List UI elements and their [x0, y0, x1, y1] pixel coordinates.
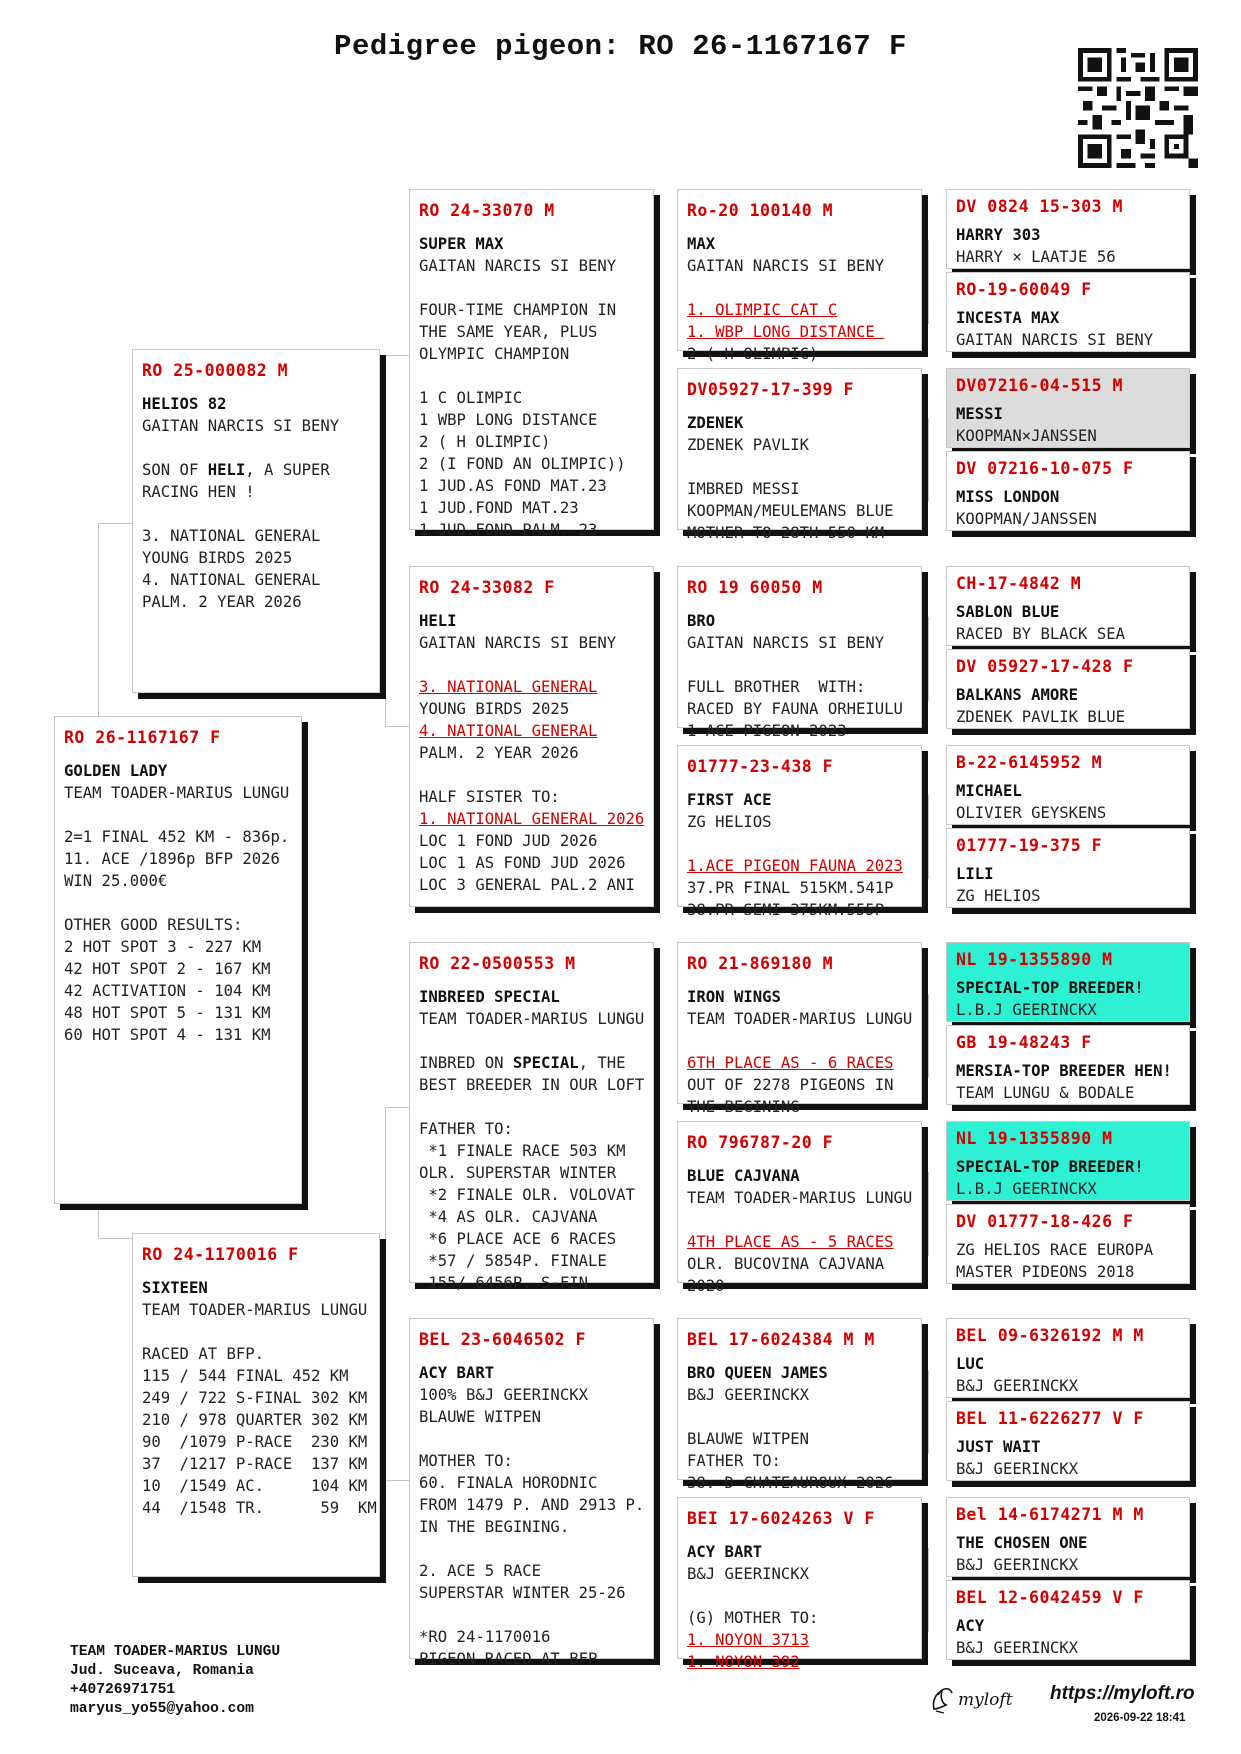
pigeon-owner: OLIVIER GEYSKENS	[956, 804, 1107, 822]
ring-number: BEL 11-6226277 V F	[956, 1409, 1144, 1428]
ring-number: DV05927-17-399 F	[687, 380, 854, 399]
svg-text:myloft: myloft	[958, 1690, 1013, 1710]
pigeon-name: MESSI	[956, 405, 1003, 423]
ring-number: Ro-20 100140 M	[687, 201, 834, 220]
pigeon-name: MICHAEL	[956, 782, 1022, 800]
pigeon-owner: B&J GEERINCKX	[687, 1565, 810, 1583]
pigeon-card-gen4-2[interactable]	[677, 368, 922, 542]
pigeon-name: BRO	[687, 612, 716, 630]
pigeon-name: ACY BART	[687, 1543, 763, 1561]
owner-contact	[70, 1643, 280, 1719]
pigeon-card-gen4-6[interactable]	[677, 1121, 922, 1295]
pigeon-notes: FULL BROTHER WITH: RACED BY FAUNA ORHEIULU 1 ACE PIGEON 2023	[687, 678, 903, 740]
pigeon-card-paternal-grandmother[interactable]	[409, 566, 654, 907]
pigeon-owner: ZDENEK PAVLIK	[687, 436, 810, 454]
pigeon-notes: MOTHER TO: 60. FINALA HORODNIC FROM 1479 P. AND 2913 P. IN THE BEGINING. 2. ACE 5 RACE SUPERSTAR WINTER 25-26 *RO 24-1170016 PIGEON RACED AT BFP	[419, 1452, 645, 1668]
ring-number: RO 21-869180 M	[687, 954, 834, 973]
pigeon-name: SPECIAL-TOP BREEDER!	[956, 979, 1144, 997]
ring-number: B-22-6145952 M	[956, 753, 1103, 772]
pigeon-owner: B&J GEERINCKX	[956, 1639, 1079, 1657]
pigeon-notes: 1. OLIMPIC CAT C 1. WBP LONG DISTANCE 2 ( H OLIMPIC)	[687, 301, 885, 363]
myloft-logo-icon	[928, 1683, 1032, 1717]
ring-number: 01777-23-438 F	[687, 757, 834, 776]
pigeon-name: HELIOS 82	[142, 395, 227, 413]
connector	[385, 1107, 386, 1481]
ring-number: RO 19 60050 M	[687, 578, 823, 597]
pigeon-card-gen5-14[interactable]	[946, 1401, 1190, 1481]
ring-number: RO 26-1167167 F	[64, 728, 221, 747]
pigeon-card-gen4-1[interactable]	[677, 189, 922, 363]
pigeon-owner: TEAM TOADER-MARIUS LUNGU	[64, 784, 290, 802]
pigeon-owner: GAITAN NARCIS SI BENY	[687, 634, 885, 652]
pigeon-card-gen5-4[interactable]	[946, 451, 1190, 531]
pigeon-name: MAX	[687, 235, 716, 253]
pigeon-owner: TEAM TOADER-MARIUS LUNGU	[419, 1010, 645, 1028]
pigeon-card-father[interactable]	[132, 349, 380, 693]
team-name: TEAM TOADER-MARIUS LUNGU	[70, 1644, 281, 1660]
ring-number: BEL 17-6024384 M M	[687, 1330, 875, 1349]
page-title: Pedigree pigeon: RO 26-1167167 F	[334, 30, 907, 63]
ring-number: GB 19-48243 F	[956, 1033, 1092, 1052]
connector	[98, 1238, 132, 1239]
ring-number: DV 0824 15-303 M	[956, 197, 1123, 216]
pigeon-name: FIRST ACE	[687, 791, 772, 809]
pigeon-owner: ZDENEK PAVLIK BLUE	[956, 708, 1125, 726]
ring-number: DV07216-04-515 M	[956, 376, 1123, 395]
pigeon-owner: GAITAN NARCIS SI BENY	[142, 417, 340, 435]
pigeon-card-gen4-5[interactable]	[677, 942, 922, 1116]
pigeon-name: ACY	[956, 1617, 985, 1635]
pigeon-name: INBREED SPECIAL	[419, 988, 560, 1006]
pigeon-name: JUST WAIT	[956, 1438, 1041, 1456]
pigeon-card-mother[interactable]	[132, 1233, 380, 1577]
ring-number: DV 05927-17-428 F	[956, 657, 1134, 676]
pigeon-name: HELI	[419, 612, 457, 630]
pigeon-card-gen5-16[interactable]	[946, 1580, 1190, 1660]
pigeon-owner: GAITAN NARCIS SI BENY	[419, 257, 617, 275]
pigeon-card-paternal-grandfather[interactable]	[409, 189, 654, 539]
print-date: 2026-09-22 18:41	[1094, 1712, 1186, 1724]
connector	[385, 355, 386, 727]
pigeon-card-gen5-7[interactable]	[946, 745, 1190, 825]
pigeon-card-gen5-3[interactable]	[946, 368, 1190, 448]
pigeon-card-gen5-13[interactable]	[946, 1318, 1190, 1398]
ring-number: CH-17-4842 M	[956, 574, 1082, 593]
pigeon-name: LILI	[956, 865, 994, 883]
pigeon-owner: HARRY × LAATJE 56	[956, 248, 1116, 266]
website-link[interactable]: https://myloft.ro	[1050, 1683, 1195, 1704]
ring-number: BEL 12-6042459 V F	[956, 1588, 1144, 1607]
pigeon-notes: FOUR-TIME CHAMPION IN THE SAME YEAR, PLUS OLYMPIC CHAMPION 1 C OLIMPIC 1 WBP LONG DISTANCE 2 ( H OLIMPIC) 2 (I FOND AN OLIMPIC)) 1 JUD.AS FOND MAT.23 1 JUD.FOND MAT.23 1 JUD.FOND PALM. 23	[419, 301, 626, 539]
pigeon-notes: IMBRED MESSI KOOPMAN/MEULEMANS BLUE MOTHER TO 28TH 550 KM	[687, 480, 894, 542]
pigeon-card-gen5-9[interactable]	[946, 942, 1190, 1022]
ring-number: BEL 23-6046502 F	[419, 1330, 586, 1349]
ring-number: 01777-19-375 F	[956, 836, 1103, 855]
pigeon-owner-line2: BLAUWE WITPEN	[419, 1408, 542, 1426]
pigeon-name: HARRY 303	[956, 226, 1041, 244]
connector	[385, 726, 409, 727]
connector	[928, 1548, 929, 1632]
pigeon-card-gen5-8[interactable]	[946, 828, 1190, 908]
pigeon-owner: ZG HELIOS	[956, 887, 1041, 905]
pigeon-card-gen5-11[interactable]	[946, 1121, 1190, 1201]
pigeon-notes: 4TH PLACE AS - 5 RACES OLR. BUCOVINA CAJVANA 2020	[687, 1233, 894, 1295]
pigeon-card-maternal-grandmother[interactable]	[409, 1318, 654, 1668]
ring-number: RO 24-33070 M	[419, 201, 555, 220]
qr-code-icon	[1078, 48, 1198, 168]
pigeon-notes: 3. NATIONAL GENERAL YOUNG BIRDS 2025 4. NATIONAL GENERAL PALM. 2 YEAR 2026 HALF SISTER TO: 1. NATIONAL GENERAL 2026 LOC 1 FOND JUD 2026 LOC 1 AS FOND JUD 2026 LOC 3 GENERAL PAL.2 ANI	[419, 678, 645, 894]
pigeon-name: MISS LONDON	[956, 488, 1060, 506]
pigeon-owner: TEAM LUNGU & BODALE	[956, 1084, 1135, 1102]
pigeon-card-subject[interactable]	[54, 716, 302, 1204]
pigeon-notes: SON OF HELI, A SUPER RACING HEN ! 3. NATIONAL GENERAL YOUNG BIRDS 2025 4. NATIONAL GENERAL PALM. 2 YEAR 2026	[142, 461, 330, 611]
ring-number: BEI 17-6024263 V F	[687, 1509, 875, 1528]
connector	[928, 994, 929, 1078]
pigeon-owner: L.B.J GEERINCKX	[956, 1001, 1097, 1019]
pigeon-owner: KOOPMAN×JANSSEN	[956, 427, 1097, 445]
pigeon-card-gen4-3[interactable]	[677, 566, 922, 740]
pigeon-owner: TEAM TOADER-MARIUS LUNGU	[142, 1301, 368, 1319]
pigeon-name: BALKANS AMORE	[956, 686, 1079, 704]
pigeon-owner: TEAM TOADER-MARIUS LUNGU	[687, 1010, 913, 1028]
pigeon-notes: 1.ACE PIGEON FAUNA 2023 37.PR FINAL 515KM.541P 38.PR SEMI 375KM.555P	[687, 857, 903, 919]
pigeon-name: ACY BART	[419, 1364, 495, 1382]
ring-number: NL 19-1355890 M	[956, 950, 1113, 969]
pigeon-name: IRON WINGS	[687, 988, 781, 1006]
pigeon-owner: ZG HELIOS	[687, 813, 772, 831]
pigeon-owner: TEAM TOADER-MARIUS LUNGU	[687, 1189, 913, 1207]
connector	[928, 1172, 929, 1256]
pigeon-card-gen5-12[interactable]	[946, 1204, 1190, 1284]
email-address[interactable]: maryus_yo55@yahoo.com	[70, 1701, 254, 1717]
ring-number: NL 19-1355890 M	[956, 1129, 1113, 1148]
location: Jud. Suceava, Romania	[70, 1663, 254, 1679]
pigeon-name: SPECIAL-TOP BREEDER!	[956, 1158, 1144, 1176]
pigeon-notes: RACED AT BFP. 115 / 544 FINAL 452 KM 249 / 722 S-FINAL 302 KM 210 / 978 QUARTER 302 KM 90 /1079 P-RACE 230 KM 37 /1217 P-RACE 137 KM 10 /1549 AC. 104 KM 44 /1548 TR. 59 KM	[142, 1345, 377, 1517]
pigeon-card-gen4-4[interactable]	[677, 745, 922, 919]
ring-number: RO 24-1170016 F	[142, 1245, 299, 1264]
pigeon-owner: ZG HELIOS RACE EUROPA	[956, 1241, 1154, 1259]
connector	[928, 418, 929, 502]
ring-number: RO 25-000082 M	[142, 361, 289, 380]
pigeon-name: GOLDEN LADY	[64, 762, 168, 780]
ring-number: RO-19-60049 F	[956, 280, 1092, 299]
pigeon-owner: 100% B&J GEERINCKX	[419, 1386, 588, 1404]
ring-number: RO 24-33082 F	[419, 578, 555, 597]
pigeon-name: SUPER MAX	[419, 235, 504, 253]
pigeon-name: THE CHOSEN ONE	[956, 1534, 1088, 1552]
pigeon-owner: RACED BY BLACK SEA	[956, 625, 1125, 643]
pigeon-card-gen5-2[interactable]	[946, 272, 1190, 352]
pigeon-notes: INBRED ON SPECIAL, THE BEST BREEDER IN OUR LOFT FATHER TO: *1 FINALE RACE 503 KM OLR. SUPERSTAR WINTER *2 FINALE OLR. VOLOVAT *4 AS OLR. CAJVANA *6 PLACE ACE 6 RACES *57 / 5854P. FINALE 155/ 6456P. S-FIN	[419, 1054, 645, 1292]
pigeon-owner: B&J GEERINCKX	[956, 1556, 1079, 1574]
pigeon-card-gen5-5[interactable]	[946, 566, 1190, 646]
pigeon-card-gen5-1[interactable]	[946, 189, 1190, 269]
ring-number: RO 796787-20 F	[687, 1133, 834, 1152]
connector	[928, 795, 929, 879]
pigeon-notes: 6TH PLACE AS - 6 RACES OUT OF 2278 PIGEONS IN THE BEGINING	[687, 1054, 894, 1116]
pigeon-name: ZDENEK	[687, 414, 744, 432]
pigeon-owner: GAITAN NARCIS SI BENY	[419, 634, 617, 652]
connector	[385, 1480, 409, 1481]
pigeon-name: LUC	[956, 1355, 985, 1373]
pigeon-owner: L.B.J GEERINCKX	[956, 1180, 1097, 1198]
pigeon-owner: B&J GEERINCKX	[956, 1377, 1079, 1395]
pigeon-card-gen5-15[interactable]	[946, 1497, 1190, 1577]
pigeon-owner: KOOPMAN/JANSSEN	[956, 510, 1097, 528]
pigeon-owner: B&J GEERINCKX	[956, 1460, 1079, 1478]
connector	[385, 355, 409, 356]
pigeon-card-maternal-grandfather[interactable]	[409, 942, 654, 1292]
ring-number: Bel 14-6174271 M M	[956, 1505, 1144, 1524]
pigeon-card-gen5-10[interactable]	[946, 1025, 1190, 1105]
pigeon-name: BLUE CAJVANA	[687, 1167, 800, 1185]
pigeon-name: MERSIA-TOP BREEDER HEN!	[956, 1062, 1172, 1080]
connector	[928, 617, 929, 701]
connector	[658, 277, 659, 453]
ring-number: DV 01777-18-426 F	[956, 1212, 1134, 1231]
pigeon-owner: GAITAN NARCIS SI BENY	[687, 257, 885, 275]
connector	[658, 654, 659, 830]
ring-number: DV 07216-10-075 F	[956, 459, 1134, 478]
pigeon-name: BRO QUEEN JAMES	[687, 1364, 828, 1382]
connector	[385, 1107, 409, 1108]
pigeon-notes: BLAUWE WITPEN FATHER TO: 38. D CHATEAUROUX 2026	[687, 1430, 894, 1492]
pigeon-name: INCESTA MAX	[956, 309, 1060, 327]
ring-number: RO 22-0500553 M	[419, 954, 576, 973]
pigeon-notes: (G) MOTHER TO: 1. NOYON 3713 1. NOYON 392	[687, 1609, 819, 1671]
pigeon-card-gen4-8[interactable]	[677, 1497, 922, 1671]
pigeon-name: SIXTEEN	[142, 1279, 208, 1297]
ring-number: BEL 09-6326192 M M	[956, 1326, 1144, 1345]
pigeon-name: SABLON BLUE	[956, 603, 1060, 621]
phone-number: +40726971751	[70, 1682, 176, 1698]
connector	[658, 1407, 659, 1583]
pigeon-owner: B&J GEERINCKX	[687, 1386, 810, 1404]
pigeon-owner-line2: MASTER PIDEONS 2018	[956, 1263, 1135, 1281]
pigeon-owner: GAITAN NARCIS SI BENY	[956, 331, 1154, 349]
connector	[98, 523, 132, 524]
pigeon-card-gen5-6[interactable]	[946, 649, 1190, 729]
connector	[928, 1370, 929, 1454]
connector	[658, 1031, 659, 1207]
pigeon-notes: 2=1 FINAL 452 KM - 836p. 11. ACE /1896p BFP 2026 WIN 25.000€ OTHER GOOD RESULTS: 2 HOT SPOT 3 - 227 KM 42 HOT SPOT 2 - 167 KM 42 ACTIVATION - 104 KM 48 HOT SPOT 5 - 131 KM 60 HOT SPOT 4 - 131 KM	[64, 828, 290, 1044]
pigeon-card-gen4-7[interactable]	[677, 1318, 922, 1492]
connector	[928, 240, 929, 324]
